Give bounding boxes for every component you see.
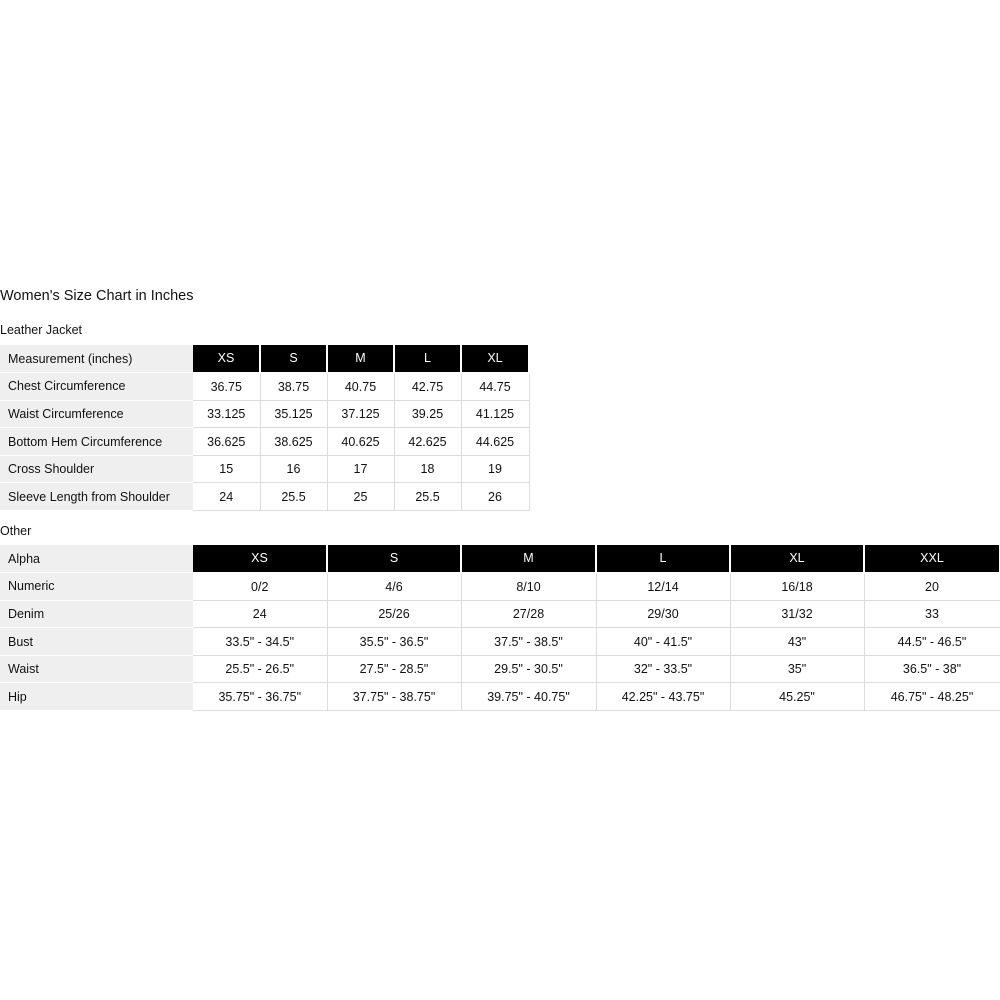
table-cell: 42.75 [394, 373, 461, 401]
table-cell: 32" - 33.5" [596, 655, 730, 683]
table-cell: 27.5" - 28.5" [327, 655, 461, 683]
row-label: Cross Shoulder [0, 455, 193, 483]
size-header-xxl: XXL [864, 545, 1000, 573]
table-cell: 38.75 [260, 373, 327, 401]
leather-jacket-size-table [0, 345, 530, 511]
other-size-table [0, 545, 1000, 711]
row-label: Waist [0, 655, 193, 683]
table-cell: 42.25" - 43.75" [596, 683, 730, 711]
table-row [0, 628, 1000, 656]
table-row [0, 683, 1000, 711]
other-section-label: Other [0, 524, 32, 538]
table-cell: 16 [260, 455, 327, 483]
table-cell: 39.25 [394, 400, 461, 428]
table-cell: 25.5" - 26.5" [193, 655, 327, 683]
table-cell: 38.625 [260, 428, 327, 456]
table-cell: 46.75" - 48.25" [864, 683, 1000, 711]
table-cell: 42.625 [394, 428, 461, 456]
table-cell: 44.5" - 46.5" [864, 628, 1000, 656]
table-cell: 36.625 [193, 428, 260, 456]
table-row [0, 573, 1000, 601]
size-header-xs: XS [193, 345, 260, 373]
table-row [0, 373, 529, 401]
table-cell: 35" [730, 655, 864, 683]
row-label: Sleeve Length from Shoulder [0, 483, 193, 511]
table-cell: 24 [193, 483, 260, 511]
table-cell: 19 [461, 455, 529, 483]
size-header-xl: XL [461, 345, 529, 373]
row-label: Bust [0, 628, 193, 656]
table-cell: 33.125 [193, 400, 260, 428]
row-label: Numeric [0, 573, 193, 601]
table-cell: 25.5 [260, 483, 327, 511]
table-cell: 37.125 [327, 400, 394, 428]
table-cell: 44.75 [461, 373, 529, 401]
table-row [0, 483, 529, 511]
table-cell: 36.75 [193, 373, 260, 401]
table-cell: 25/26 [327, 600, 461, 628]
table-cell: 25 [327, 483, 394, 511]
table-cell: 18 [394, 455, 461, 483]
table-cell: 33.5" - 34.5" [193, 628, 327, 656]
table-cell: 24 [193, 600, 327, 628]
header-label: Alpha [0, 545, 193, 573]
table-cell: 8/10 [461, 573, 596, 601]
table-row [0, 455, 529, 483]
row-label: Denim [0, 600, 193, 628]
table-cell: 40.75 [327, 373, 394, 401]
table-cell: 0/2 [193, 573, 327, 601]
table-header-row [0, 345, 529, 373]
table-cell: 26 [461, 483, 529, 511]
table-row [0, 600, 1000, 628]
table-cell: 40.625 [327, 428, 394, 456]
table-cell: 27/28 [461, 600, 596, 628]
table-row [0, 428, 529, 456]
table-cell: 37.5" - 38.5" [461, 628, 596, 656]
size-header-m: M [327, 345, 394, 373]
size-header-xl: XL [730, 545, 864, 573]
header-label: Measurement (inches) [0, 345, 193, 373]
table-cell: 29/30 [596, 600, 730, 628]
size-header-l: L [596, 545, 730, 573]
table-cell: 15 [193, 455, 260, 483]
size-header-s: S [260, 345, 327, 373]
table-cell: 31/32 [730, 600, 864, 628]
table-cell: 35.75" - 36.75" [193, 683, 327, 711]
table-cell: 25.5 [394, 483, 461, 511]
size-header-xs: XS [193, 545, 327, 573]
table-cell: 37.75" - 38.75" [327, 683, 461, 711]
size-header-m: M [461, 545, 596, 573]
table-cell: 40" - 41.5" [596, 628, 730, 656]
row-label: Bottom Hem Circumference [0, 428, 193, 456]
table-cell: 45.25" [730, 683, 864, 711]
table-cell: 41.125 [461, 400, 529, 428]
table-cell: 17 [327, 455, 394, 483]
table-cell: 44.625 [461, 428, 529, 456]
table-cell: 35.125 [260, 400, 327, 428]
table-cell: 16/18 [730, 573, 864, 601]
table-cell: 43" [730, 628, 864, 656]
table-cell: 20 [864, 573, 1000, 601]
table-cell: 29.5" - 30.5" [461, 655, 596, 683]
table-cell: 33 [864, 600, 1000, 628]
table-cell: 4/6 [327, 573, 461, 601]
row-label: Hip [0, 683, 193, 711]
table-row [0, 655, 1000, 683]
leather-jacket-section-label: Leather Jacket [0, 323, 82, 337]
table-cell: 35.5" - 36.5" [327, 628, 461, 656]
table-cell: 36.5" - 38" [864, 655, 1000, 683]
table-header-row [0, 545, 1000, 573]
size-header-s: S [327, 545, 461, 573]
page-title: Women's Size Chart in Inches [0, 288, 194, 304]
table-row [0, 400, 529, 428]
table-cell: 12/14 [596, 573, 730, 601]
size-header-l: L [394, 345, 461, 373]
row-label: Waist Circumference [0, 400, 193, 428]
table-cell: 39.75" - 40.75" [461, 683, 596, 711]
row-label: Chest Circumference [0, 373, 193, 401]
